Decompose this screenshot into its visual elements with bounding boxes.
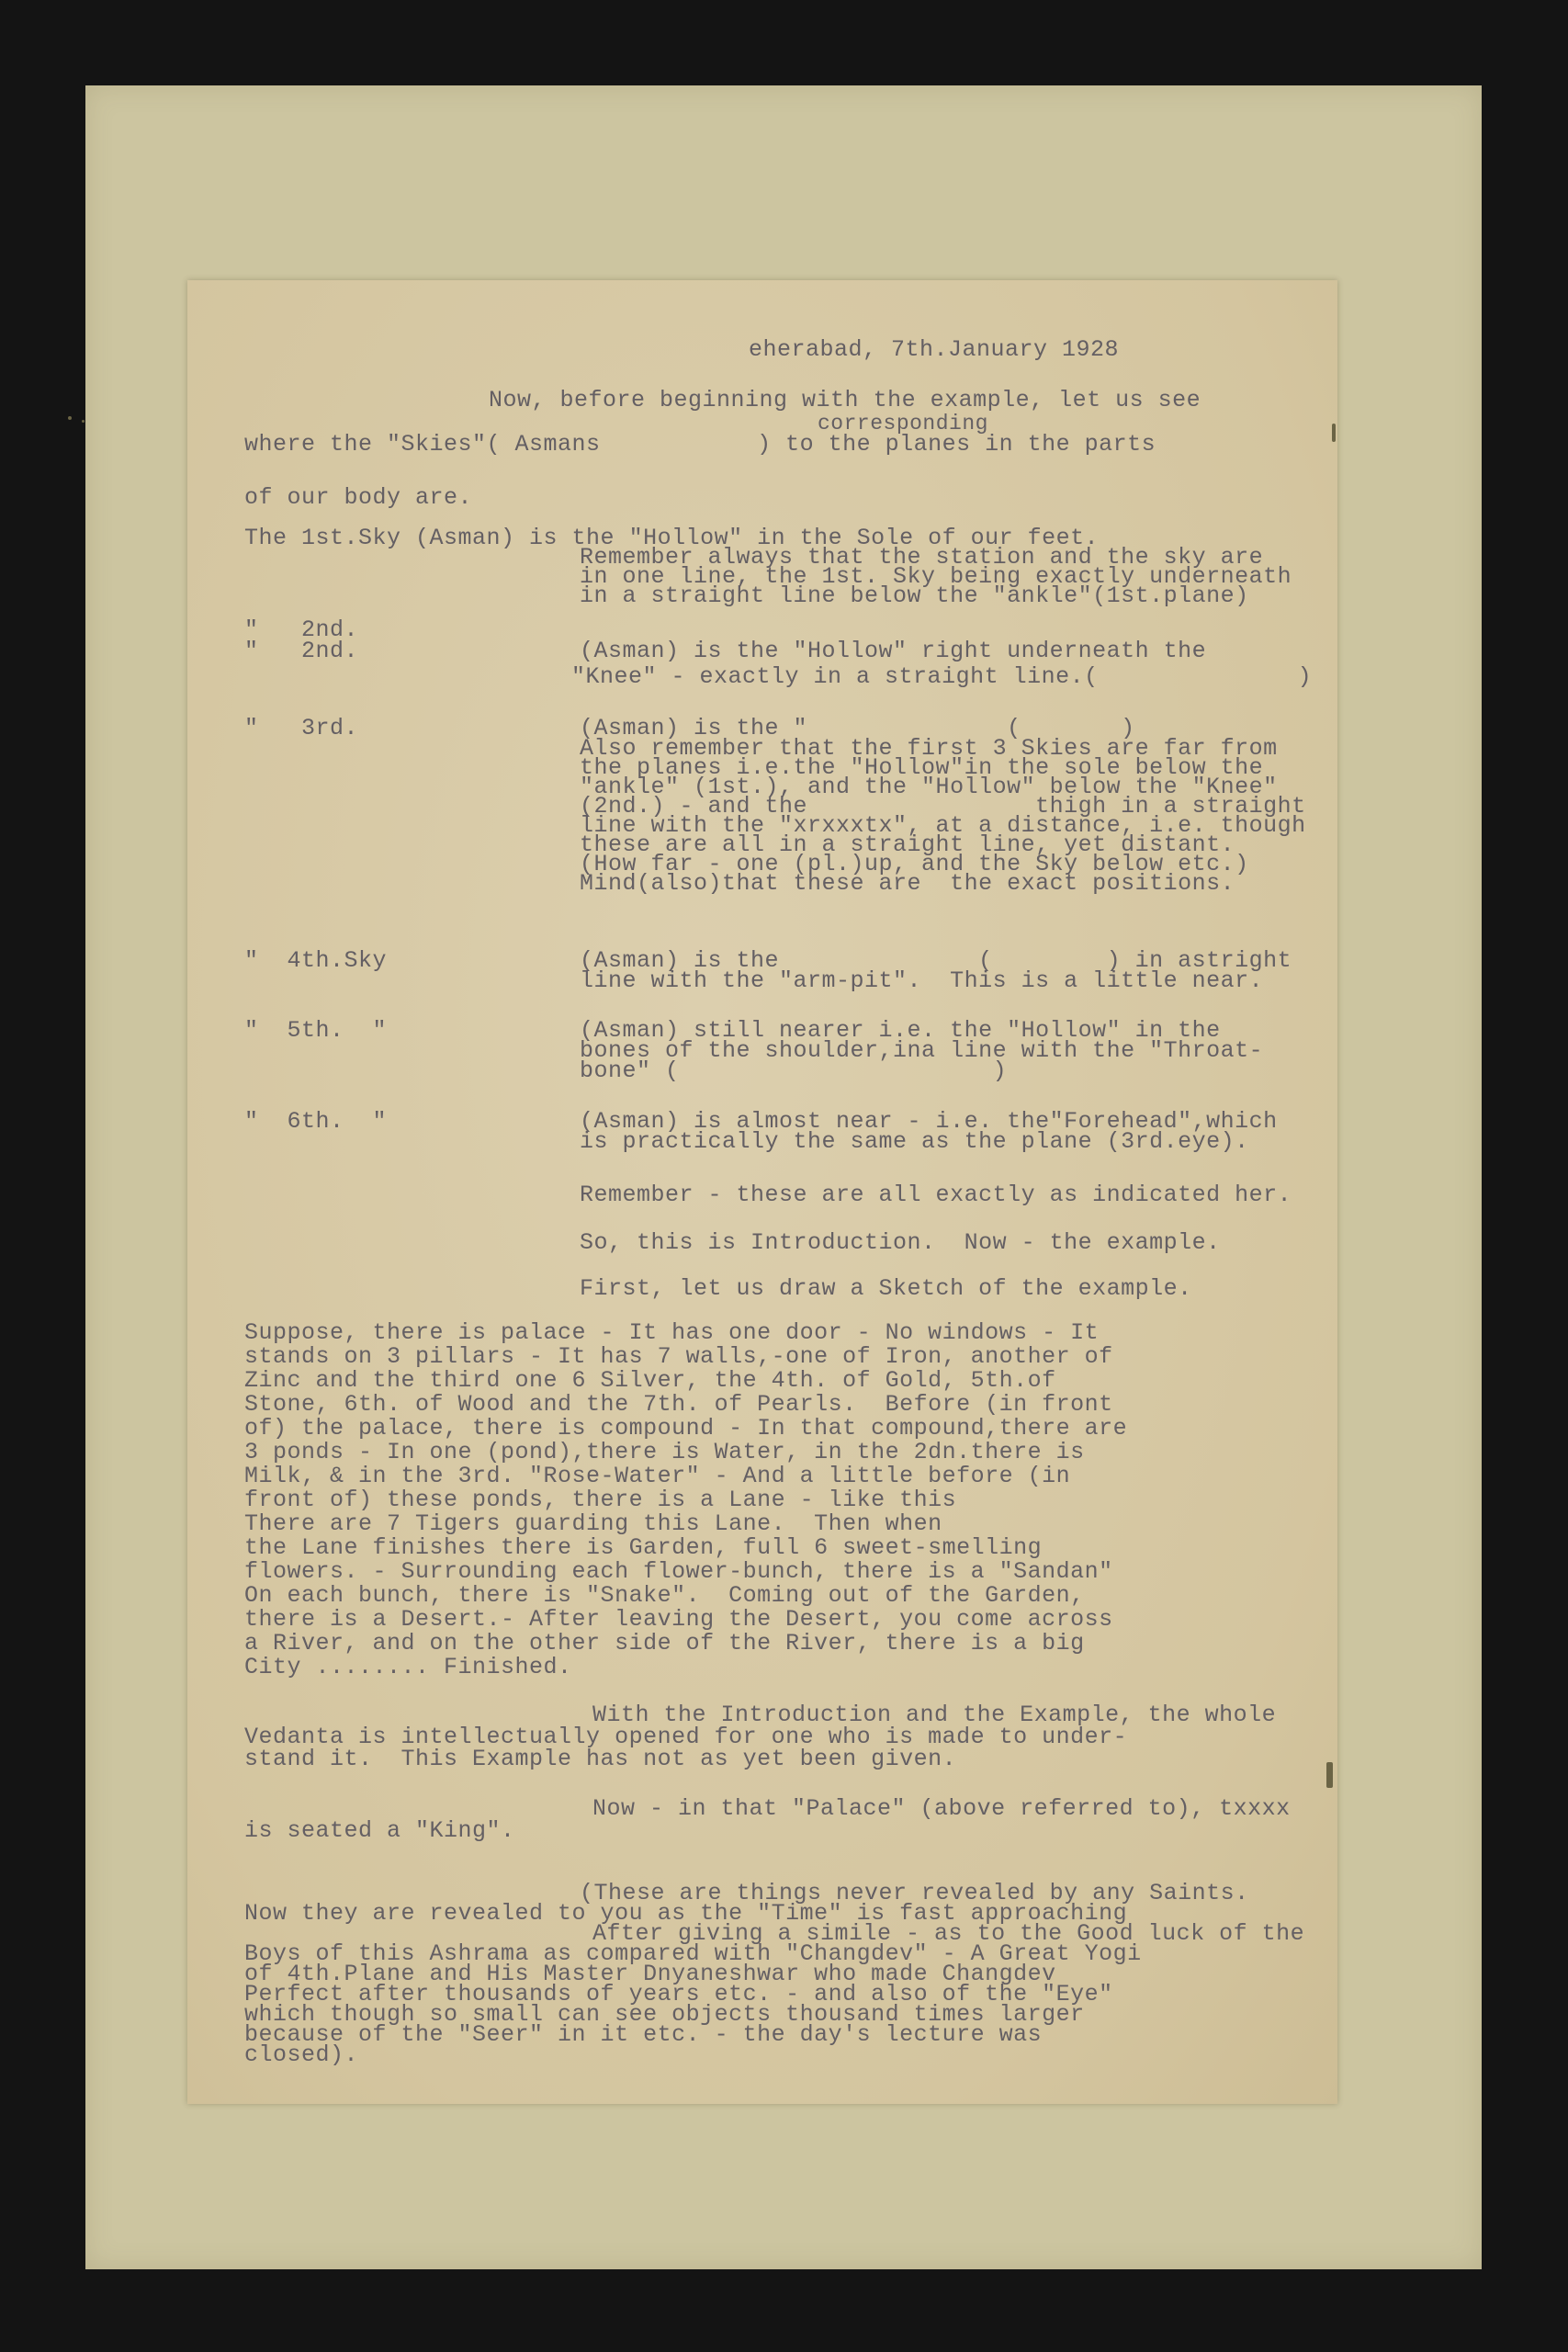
example-line: a River, and on the other side of the River, there is a big — [244, 1630, 1085, 1657]
vedanta-line: With the Introduction and the Example, the whole — [592, 1702, 1277, 1728]
closing-line: After giving a simile - as to the Good luck of the — [592, 1920, 1305, 1947]
sky-third-line: "ankle" (1st.), and the "Hollow" below the "Knee" — [580, 774, 1278, 800]
sky-first-line: Remember always that the station and the sky are — [580, 544, 1264, 571]
transition-line: First, let us draw a Sketch of the example. — [580, 1275, 1192, 1302]
sky-third-line: (Asman) is the " ( ) — [580, 715, 1135, 741]
sky-first-line: in a straight line below the "ankle"(1st.plane) — [580, 582, 1249, 609]
intro-line: where the "Skies"( Asmans ) to the planes in the parts — [244, 431, 1156, 458]
example-line: flowers. - Surrounding each flower-bunch, there is a "Sandan" — [244, 1558, 1113, 1585]
example-line: On each bunch, there is "Snake". Coming out of the Garden, — [244, 1582, 1085, 1609]
closing-line: Perfect after thousands of years etc. - and also of the "Eye" — [244, 1981, 1113, 2007]
sky-fifth-line: bones of the shoulder,ina line with the "Throat- — [580, 1037, 1264, 1064]
closing-line: of 4th.Plane and His Master Dnyaneshwar who made Changdev — [244, 1961, 1056, 1987]
sky-second-line: (Asman) is the "Hollow" right underneath the — [580, 638, 1207, 664]
vedanta-line: stand it. This Example has not as yet been given. — [244, 1746, 957, 1772]
sky-third-line: (How far - one (pl.)up, and the Sky below etc.) — [580, 851, 1249, 877]
sky-third-line: Mind(also)that these are the exact positions. — [580, 870, 1235, 897]
typewritten-page — [187, 280, 1337, 2104]
closing-line: (These are things never revealed by any Saints. — [580, 1880, 1249, 1906]
closing-line: which though so small can see objects thousand times larger — [244, 2001, 1085, 2028]
sky-second-line: "Knee" - exactly in a straight line.( ) — [571, 663, 1313, 690]
example-line: Stone, 6th. of Wood and the 7th. of Pearls. Before (in front — [244, 1391, 1113, 1418]
sky-sixth-line: is practically the same as the plane (3rd.eye). — [580, 1128, 1249, 1155]
sky-first-line: The 1st.Sky (Asman) is the "Hollow" in the Sole of our feet. — [244, 525, 1100, 551]
transition-line: Remember - these are all exactly as indicated her. — [580, 1182, 1292, 1208]
example-line: There are 7 Tigers guarding this Lane. Then when — [244, 1510, 942, 1537]
example-line: there is a Desert.- After leaving the Desert, you come across — [244, 1606, 1113, 1633]
sky-third-label: " 3rd. — [244, 715, 359, 741]
left-edge-mark — [68, 416, 72, 420]
date-line: eherabad, 7th.January 1928 — [749, 336, 1120, 363]
sky-fourth-label: " 4th.Sky — [244, 947, 388, 974]
sky-fourth-line: line with the "arm-pit". This is a little near. — [580, 967, 1264, 994]
example-line: of) the palace, there is compound - In that compound,there are — [244, 1415, 1128, 1442]
sky-fifth-line: bone" ( ) — [580, 1057, 1008, 1084]
palace-line: is seated a "King". — [244, 1817, 515, 1844]
example-line: City ........ Finished. — [244, 1654, 572, 1680]
sky-second-label: " 2nd. — [244, 638, 359, 664]
sky-first-line: in one line, the 1st. Sky being exactly underneath — [580, 563, 1292, 590]
vedanta-line: Vedanta is intellectually opened for one who is made to under- — [244, 1724, 1128, 1750]
intro-insert: corresponding — [818, 412, 988, 435]
sky-fifth-label: " 5th. " — [244, 1017, 388, 1044]
left-edge-mark — [82, 420, 85, 423]
sky-fifth-line: (Asman) still nearer i.e. the "Hollow" in the — [580, 1017, 1221, 1044]
sky-second-label-struck: " 2nd. — [244, 616, 359, 643]
intro-line: Now, before beginning with the example, let us see — [489, 387, 1201, 413]
transition-line: So, this is Introduction. Now - the example. — [580, 1229, 1221, 1256]
example-line: front of) these ponds, there is a Lane - like this — [244, 1487, 957, 1513]
example-line: Zinc and the third one 6 Silver, the 4th. of Gold, 5th.of — [244, 1367, 1056, 1394]
closing-line: Now they are revealed to you as the "Time" is fast approaching — [244, 1900, 1128, 1927]
sky-third-line: Also remember that the first 3 Skies are far from — [580, 735, 1278, 762]
sky-fourth-line: (Asman) is the ( ) in astright — [580, 947, 1292, 974]
sky-sixth-label: " 6th. " — [244, 1108, 388, 1135]
closing-line: Boys of this Ashrama as compared with "Changdev" - A Great Yogi — [244, 1940, 1142, 1967]
palace-line: Now - in that "Palace" (above referred to), txxxx — [592, 1795, 1291, 1822]
sky-third-line: the planes i.e.the "Hollow"in the sole below the — [580, 754, 1264, 781]
sky-third-line: these are all in a straight line, yet distant. — [580, 831, 1235, 858]
example-line: Suppose, there is palace - It has one door - No windows - It — [244, 1319, 1100, 1346]
example-line: Milk, & in the 3rd. "Rose-Water" - And a little before (in — [244, 1463, 1071, 1489]
example-line: 3 ponds - In one (pond),there is Water, in the 2dn.there is — [244, 1439, 1085, 1465]
right-edge-mark — [1326, 1762, 1333, 1788]
right-edge-mark — [1332, 424, 1336, 442]
closing-line: because of the "Seer" in it etc. - the day's lecture was — [244, 2021, 1043, 2048]
example-line: stands on 3 pillars - It has 7 walls,-one of Iron, another of — [244, 1343, 1113, 1370]
sky-third-line: line with the "xrxxxtx", at a distance, i.e. though — [580, 812, 1306, 839]
closing-line: closed). — [244, 2041, 359, 2068]
example-line: the Lane finishes there is Garden, full 6 sweet-smelling — [244, 1534, 1043, 1561]
sky-third-line: (2nd.) - and the thigh in a straight — [580, 793, 1306, 820]
sky-sixth-line: (Asman) is almost near - i.e. the"Forehead",which — [580, 1108, 1278, 1135]
intro-line: of our body are. — [244, 484, 473, 511]
